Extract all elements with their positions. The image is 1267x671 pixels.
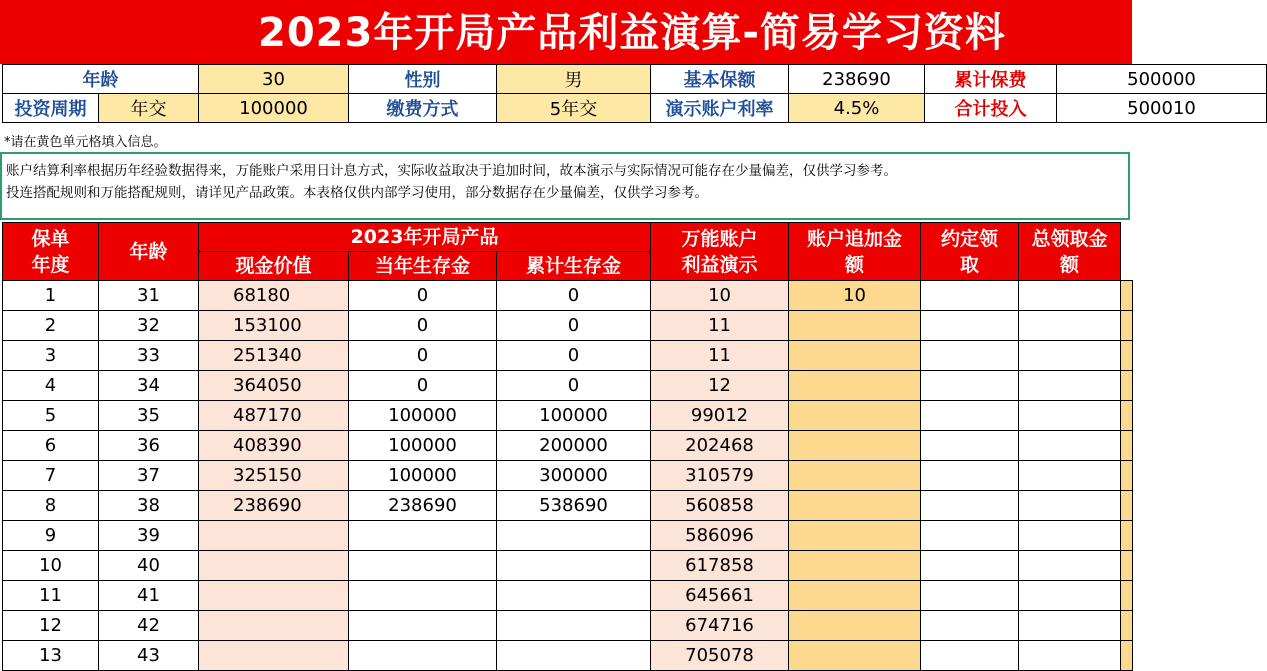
additional-input[interactable] (789, 491, 921, 521)
age-cell: 38 (99, 491, 199, 521)
total-withdraw-cell (1019, 281, 1121, 311)
survival-year-cell: 0 (349, 311, 497, 341)
fill-note: *请在黄色单元格填入信息。 (4, 135, 167, 150)
agreed-withdraw-cell[interactable] (921, 641, 1019, 671)
cash-value-cell: 364050 (199, 371, 349, 401)
header-survival-total: 累计生存金 (497, 252, 651, 281)
period-amount-input[interactable]: 100000 (199, 94, 349, 123)
agreed-withdraw-cell[interactable] (921, 581, 1019, 611)
total-withdraw-cell (1019, 491, 1121, 521)
year-cell: 5 (3, 401, 99, 431)
payment-input[interactable]: 5年交 (497, 94, 651, 123)
additional-input[interactable] (789, 521, 921, 551)
additional-input[interactable] (789, 461, 921, 491)
table-row (3, 491, 1133, 521)
survival-year-cell: 100000 (349, 461, 497, 491)
rate-label: 演示账户利率 (651, 94, 789, 123)
age-label: 年龄 (3, 65, 199, 94)
edge-cell (1121, 611, 1133, 641)
survival-total-cell: 0 (497, 281, 651, 311)
edge-cell (1121, 551, 1133, 581)
universal-cell: 10 (651, 281, 789, 311)
table-row (3, 551, 1133, 581)
cash-value-cell (199, 581, 349, 611)
survival-year-cell (349, 521, 497, 551)
year-cell: 12 (3, 611, 99, 641)
table-row (3, 281, 1133, 311)
sheet-title: 2023年开局产品利益演算-简易学习资料 (0, 0, 1132, 64)
header-age: 年龄 (99, 223, 199, 281)
universal-cell: 560858 (651, 491, 789, 521)
table-row (3, 431, 1133, 461)
edge-cell (1121, 223, 1133, 281)
edge-cell (1121, 641, 1133, 671)
age-cell: 41 (99, 581, 199, 611)
survival-total-cell: 100000 (497, 401, 651, 431)
table-row (3, 461, 1133, 491)
age-input[interactable]: 30 (199, 65, 349, 94)
cash-value-cell: 325150 (199, 461, 349, 491)
total-input-label: 合计投入 (925, 94, 1057, 123)
header-year: 保单 年度 (3, 223, 99, 281)
universal-cell: 202468 (651, 431, 789, 461)
base-amount-label: 基本保额 (651, 65, 789, 94)
agreed-withdraw-cell[interactable] (921, 281, 1019, 311)
table-row (3, 611, 1133, 641)
edge-cell (1121, 431, 1133, 461)
total-withdraw-cell (1019, 401, 1121, 431)
additional-input[interactable] (789, 401, 921, 431)
total-withdraw-cell (1019, 551, 1121, 581)
universal-cell: 674716 (651, 611, 789, 641)
header-agreed-withdraw: 约定领 取 (921, 223, 1019, 281)
header-product-group: 2023年开局产品 (199, 223, 651, 252)
age-cell: 32 (99, 311, 199, 341)
survival-year-cell: 0 (349, 371, 497, 401)
year-cell: 13 (3, 641, 99, 671)
survival-year-cell: 100000 (349, 401, 497, 431)
total-withdraw-cell (1019, 431, 1121, 461)
survival-year-cell: 238690 (349, 491, 497, 521)
age-cell: 31 (99, 281, 199, 311)
total-withdraw-cell (1019, 521, 1121, 551)
edge-cell (1121, 341, 1133, 371)
header-total-withdraw: 总领取金 额 (1019, 223, 1121, 281)
additional-input[interactable] (789, 311, 921, 341)
agreed-withdraw-cell[interactable] (921, 371, 1019, 401)
additional-input[interactable] (789, 371, 921, 401)
description-line-2: 投连搭配规则和万能搭配规则，请详见产品政策。本表格仅供内部学习使用，部分数据存在少量偏差，仅供学习参考。 (6, 185, 708, 201)
year-cell: 9 (3, 521, 99, 551)
additional-input[interactable] (789, 581, 921, 611)
cash-value-cell: 153100 (199, 311, 349, 341)
agreed-withdraw-cell[interactable] (921, 551, 1019, 581)
age-cell: 37 (99, 461, 199, 491)
table-row (3, 641, 1133, 671)
payment-label: 缴费方式 (349, 94, 497, 123)
agreed-withdraw-cell[interactable] (921, 521, 1019, 551)
agreed-withdraw-cell[interactable] (921, 401, 1019, 431)
survival-year-cell (349, 611, 497, 641)
benefit-table (2, 222, 1133, 671)
period-label: 投资周期 (3, 94, 99, 123)
header-additional: 账户追加金 额 (789, 223, 921, 281)
total-withdraw-cell (1019, 341, 1121, 371)
agreed-withdraw-cell[interactable] (921, 491, 1019, 521)
survival-total-cell: 538690 (497, 491, 651, 521)
age-cell: 34 (99, 371, 199, 401)
age-cell: 36 (99, 431, 199, 461)
survival-year-cell (349, 641, 497, 671)
year-cell: 11 (3, 581, 99, 611)
universal-cell: 12 (651, 371, 789, 401)
edge-cell (1121, 521, 1133, 551)
gender-label: 性别 (349, 65, 497, 94)
total-withdraw-cell (1019, 611, 1121, 641)
edge-cell (1121, 371, 1133, 401)
cash-value-cell (199, 521, 349, 551)
gender-input[interactable]: 男 (497, 65, 651, 94)
year-cell: 8 (3, 491, 99, 521)
period-input[interactable]: 年交 (99, 94, 199, 123)
additional-input[interactable] (789, 611, 921, 641)
universal-cell: 617858 (651, 551, 789, 581)
total-withdraw-cell (1019, 581, 1121, 611)
total-premium-value: 500000 (1057, 65, 1267, 94)
total-withdraw-cell (1019, 311, 1121, 341)
table-row (3, 341, 1133, 371)
survival-total-cell: 300000 (497, 461, 651, 491)
universal-cell: 11 (651, 311, 789, 341)
cash-value-cell: 68180 (199, 281, 349, 311)
header-survival-year: 当年生存金 (349, 252, 497, 281)
agreed-withdraw-cell[interactable] (921, 461, 1019, 491)
universal-cell: 11 (651, 341, 789, 371)
description-line-1: 账户结算利率根据历年经验数据得来，万能账户采用日计息方式，实际收益取决于追加时间，故本演示与实际情况可能存在少量偏差，仅供学习参考。 (6, 163, 897, 179)
edge-cell (1121, 461, 1133, 491)
survival-total-cell (497, 581, 651, 611)
total-premium-label: 累计保费 (925, 65, 1057, 94)
table-row (3, 401, 1133, 431)
survival-year-cell (349, 551, 497, 581)
year-cell: 6 (3, 431, 99, 461)
survival-year-cell (349, 581, 497, 611)
cash-value-cell: 408390 (199, 431, 349, 461)
table-row (3, 581, 1133, 611)
universal-cell: 99012 (651, 401, 789, 431)
year-cell: 10 (3, 551, 99, 581)
survival-year-cell: 0 (349, 341, 497, 371)
base-amount-value: 238690 (789, 65, 925, 94)
header-universal: 万能账户 利益演示 (651, 223, 789, 281)
additional-input[interactable] (789, 431, 921, 461)
survival-total-cell: 0 (497, 311, 651, 341)
agreed-withdraw-cell[interactable] (921, 431, 1019, 461)
agreed-withdraw-cell[interactable] (921, 341, 1019, 371)
cash-value-cell: 251340 (199, 341, 349, 371)
year-cell: 4 (3, 371, 99, 401)
edge-cell (1121, 311, 1133, 341)
edge-cell (1121, 401, 1133, 431)
age-cell: 40 (99, 551, 199, 581)
total-withdraw-cell (1019, 371, 1121, 401)
total-withdraw-cell (1019, 641, 1121, 671)
additional-input[interactable]: 10 (789, 281, 921, 311)
total-withdraw-cell (1019, 461, 1121, 491)
year-cell: 1 (3, 281, 99, 311)
age-cell: 43 (99, 641, 199, 671)
age-cell: 39 (99, 521, 199, 551)
cash-value-cell: 238690 (199, 491, 349, 521)
description-box (0, 152, 1130, 220)
total-input-value: 500010 (1057, 94, 1267, 123)
agreed-withdraw-cell[interactable] (921, 611, 1019, 641)
additional-input[interactable] (789, 341, 921, 371)
universal-cell: 645661 (651, 581, 789, 611)
table-row (3, 371, 1133, 401)
survival-year-cell: 0 (349, 281, 497, 311)
info-table (2, 64, 1267, 123)
age-cell: 35 (99, 401, 199, 431)
table-row (3, 521, 1133, 551)
year-cell: 3 (3, 341, 99, 371)
rate-input[interactable]: 4.5% (789, 94, 925, 123)
edge-cell (1121, 581, 1133, 611)
edge-cell (1121, 281, 1133, 311)
survival-total-cell (497, 611, 651, 641)
universal-cell: 586096 (651, 521, 789, 551)
additional-input[interactable] (789, 551, 921, 581)
edge-cell (1121, 491, 1133, 521)
cash-value-cell (199, 551, 349, 581)
universal-cell: 310579 (651, 461, 789, 491)
survival-total-cell: 0 (497, 341, 651, 371)
survival-total-cell: 200000 (497, 431, 651, 461)
header-cash-value: 现金价值 (199, 252, 349, 281)
year-cell: 7 (3, 461, 99, 491)
survival-year-cell: 100000 (349, 431, 497, 461)
age-cell: 42 (99, 611, 199, 641)
survival-total-cell (497, 641, 651, 671)
agreed-withdraw-cell[interactable] (921, 311, 1019, 341)
cash-value-cell: 487170 (199, 401, 349, 431)
survival-total-cell (497, 521, 651, 551)
cash-value-cell (199, 611, 349, 641)
cash-value-cell (199, 641, 349, 671)
additional-input[interactable] (789, 641, 921, 671)
year-cell: 2 (3, 311, 99, 341)
age-cell: 33 (99, 341, 199, 371)
survival-total-cell (497, 551, 651, 581)
survival-total-cell: 0 (497, 371, 651, 401)
table-row (3, 311, 1133, 341)
universal-cell: 705078 (651, 641, 789, 671)
